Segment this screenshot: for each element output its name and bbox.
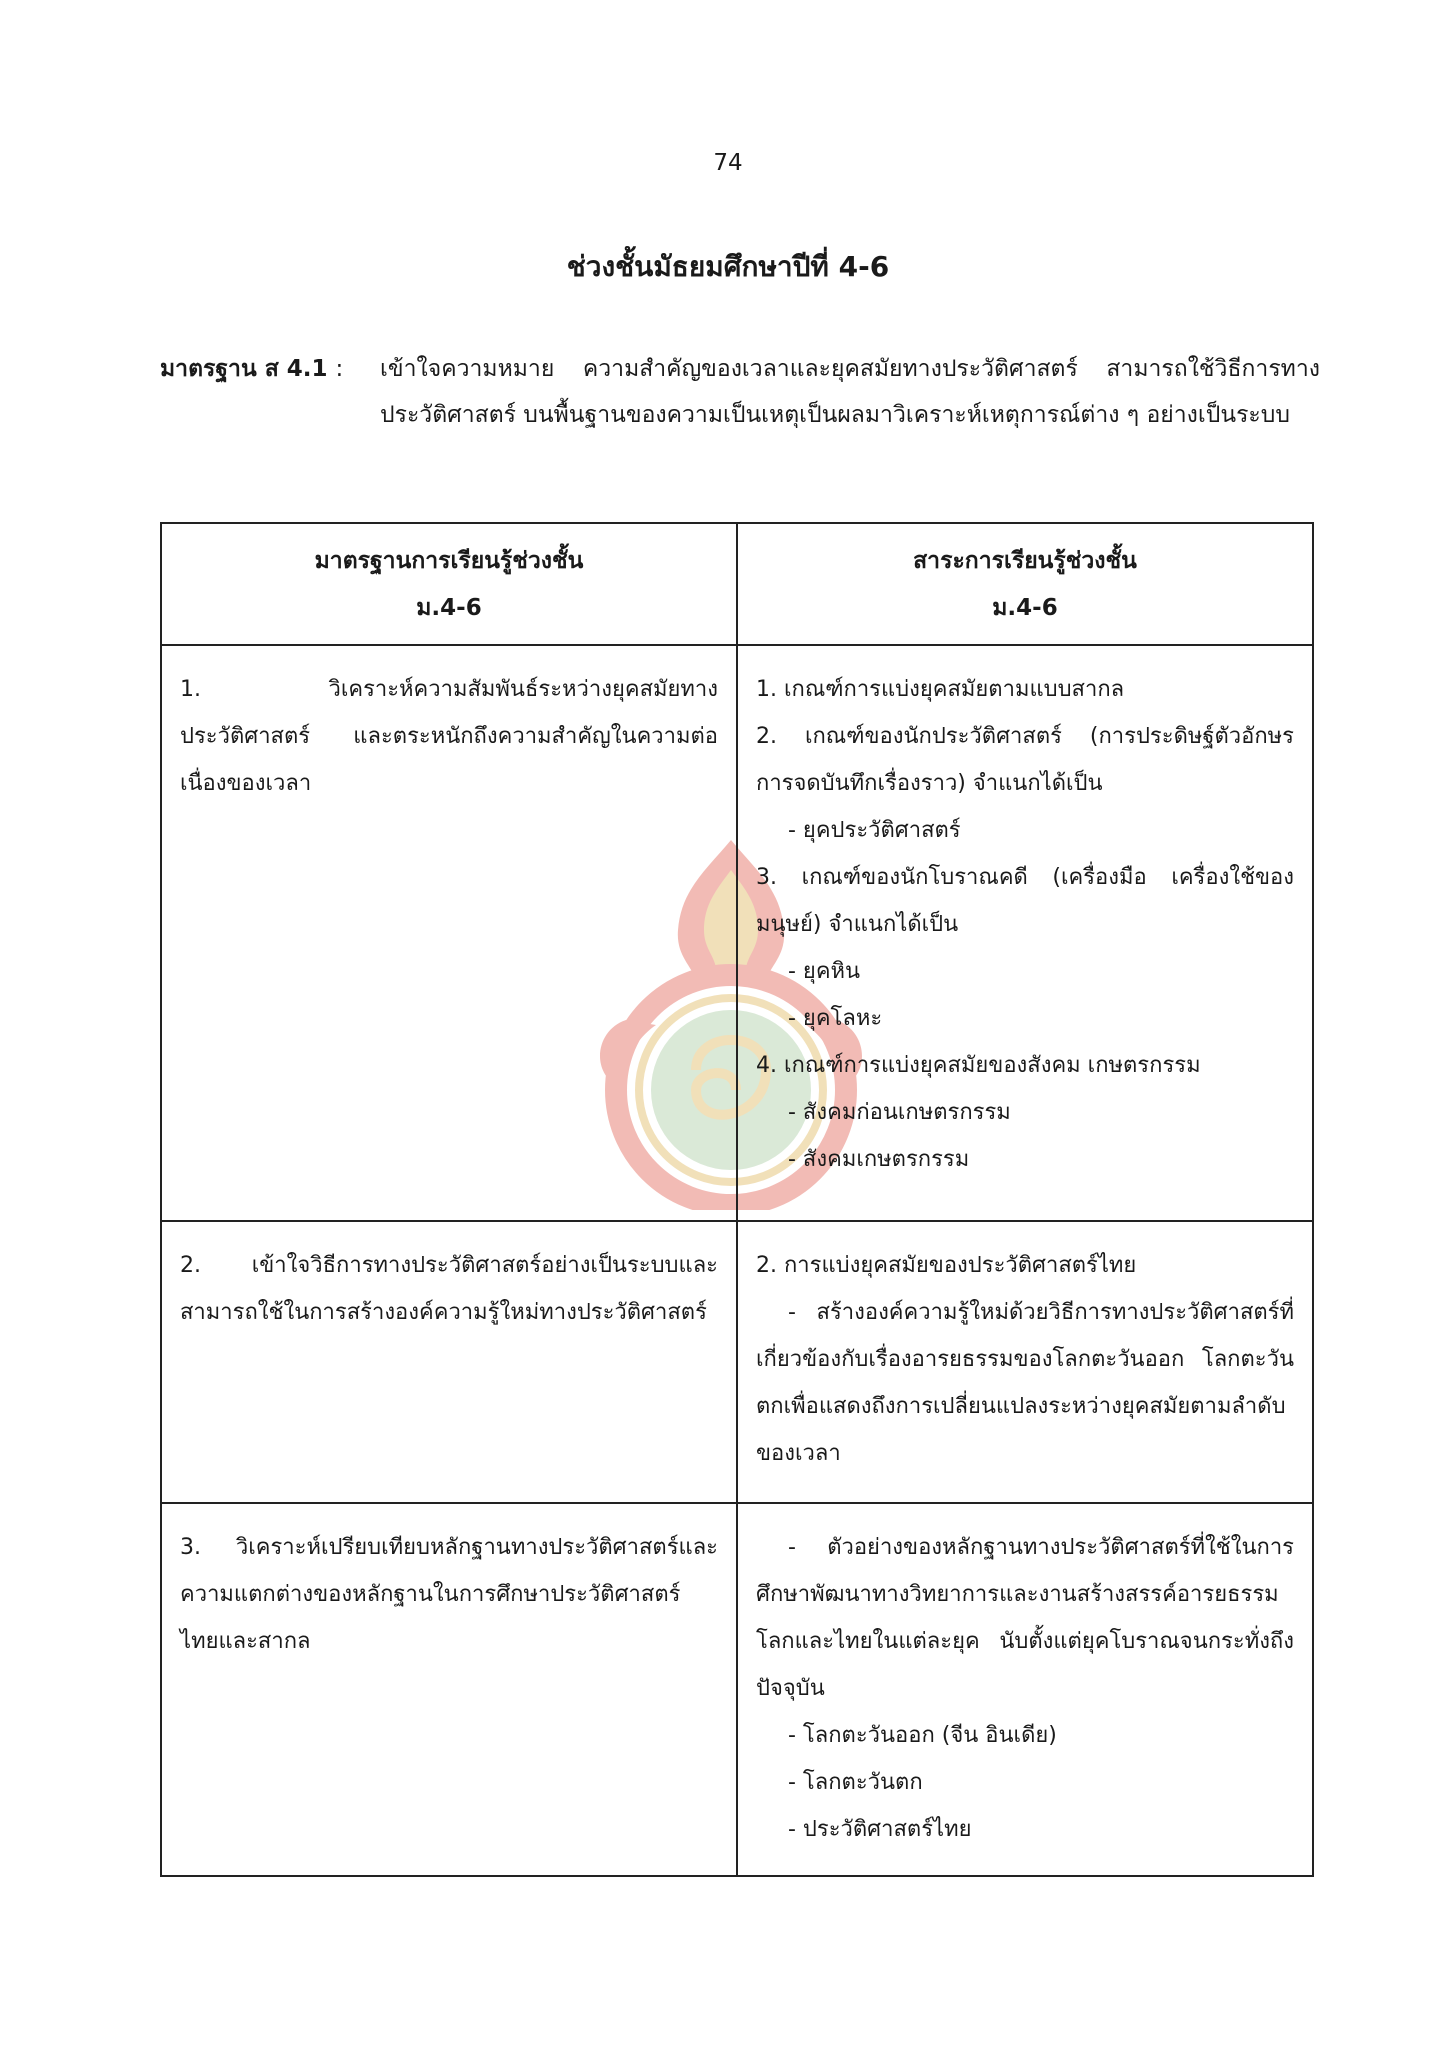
table-row — [161, 1221, 1313, 1503]
header-standards — [161, 523, 737, 645]
header-content — [737, 523, 1313, 645]
standard-code: มาตรฐาน ส 4.1 — [160, 356, 328, 382]
content-item: 2. การแบ่งยุคสมัยของประวัติศาสตร์ไทย — [756, 1253, 1137, 1278]
content-cell — [737, 645, 1313, 1221]
table-row — [161, 1503, 1313, 1876]
content-item: 1. เกณฑ์การแบ่งยุคสมัยตามแบบสากล — [756, 677, 1125, 702]
standard-cell-text: 3. วิเคราะห์เปรียบเทียบหลักฐานทางประวัติศาสตร์และความแตกต่างของหลักฐานในการศึกษาประวัติศาสตร์ไทยและสากล — [180, 1535, 718, 1654]
table-header-row — [161, 523, 1313, 645]
content-paragraph: - ตัวอย่างของหลักฐานทางประวัติศาสตร์ที่ใช้ในการศึกษาพัฒนาทางวิทยาการและงานสร้างสรรค์อารยธรรมโลกและไทยในแต่ละยุค นับตั้งแต่ยุคโบราณจนกระทั่งถึงปัจจุบัน — [756, 1535, 1294, 1701]
header-standards-line1: มาตรฐานการเรียนรู้ช่วงชั้น — [314, 548, 584, 574]
content-bullet: - ยุคหิน — [788, 959, 861, 984]
standard-cell — [161, 1503, 737, 1876]
content-item: 4. เกณฑ์การแบ่งยุคสมัยของสังคม เกษตรกรรม — [756, 1053, 1201, 1078]
content-item: 3. เกณฑ์ของนักโบราณคดี (เครื่องมือ เครื่องใช้ของมนุษย์) จำแนกได้เป็น — [756, 865, 1294, 937]
content-bullet: - โลกตะวันตก — [788, 1770, 923, 1795]
standard-label — [160, 346, 343, 392]
content-bullet: - ยุคโลหะ — [788, 1006, 883, 1031]
table-row — [161, 645, 1313, 1221]
content-cell — [737, 1503, 1313, 1876]
standard-cell-text: 2. เข้าใจวิธีการทางประวัติศาสตร์อย่างเป็นระบบและสามารถใช้ในการสร้างองค์ความรู้ใหม่ทางประวัติศาสตร์ — [180, 1253, 718, 1325]
content-bullet: - โลกตะวันออก (จีน อินเดีย) — [788, 1723, 1057, 1748]
content-bullet: - ยุคประวัติศาสตร์ — [788, 818, 961, 843]
page-heading: ช่วงชั้นมัธยมศึกษาปีที่ 4-6 — [566, 250, 890, 283]
content-bullet: - ประวัติศาสตร์ไทย — [788, 1817, 972, 1842]
header-standards-line2: ม.4-6 — [416, 595, 482, 621]
standard-text: เข้าใจความหมาย ความสำคัญของเวลาและยุคสมัยทางประวัติศาสตร์ สามารถใช้วิธีการทางประวัติศาสตร์ บนพื้นฐานของความเป็นเหตุเป็นผลมาวิเคราะห์เหตุการณ์ต่าง ๆ อย่างเป็นระบบ — [380, 356, 1320, 428]
curriculum-table — [160, 522, 1314, 1877]
header-content-line2: ม.4-6 — [992, 595, 1058, 621]
header-content-line1: สาระการเรียนรู้ช่วงชั้น — [913, 548, 1137, 574]
standard-cell — [161, 1221, 737, 1503]
standard-colon: : — [335, 356, 344, 382]
standard-block — [160, 346, 1320, 438]
content-bullet: - สังคมก่อนเกษตรกรรม — [788, 1100, 1011, 1125]
content-paragraph: - สร้างองค์ความรู้ใหม่ด้วยวิธีการทางประวัติศาสตร์ที่เกี่ยวข้องกับเรื่องอารยธรรมของโลกตะวันออก โลกตะวันตกเพื่อแสดงถึงการเปลี่ยนแปลงระหว่างยุคสมัยตามลำดับของเวลา — [756, 1300, 1294, 1466]
content-bullet: - สังคมเกษตรกรรม — [788, 1147, 970, 1172]
standard-cell — [161, 645, 737, 1221]
content-cell — [737, 1221, 1313, 1503]
content-item: 2. เกณฑ์ของนักประวัติศาสตร์ (การประดิษฐ์ตัวอักษร การจดบันทึกเรื่องราว) จำแนกได้เป็น — [756, 724, 1301, 796]
page-number: 74 — [713, 150, 743, 176]
standard-cell-text: 1. วิเคราะห์ความสัมพันธ์ระหว่างยุคสมัยทางประวัติศาสตร์ และตระหนักถึงความสำคัญในความต่อเนื่องของเวลา — [180, 677, 718, 796]
